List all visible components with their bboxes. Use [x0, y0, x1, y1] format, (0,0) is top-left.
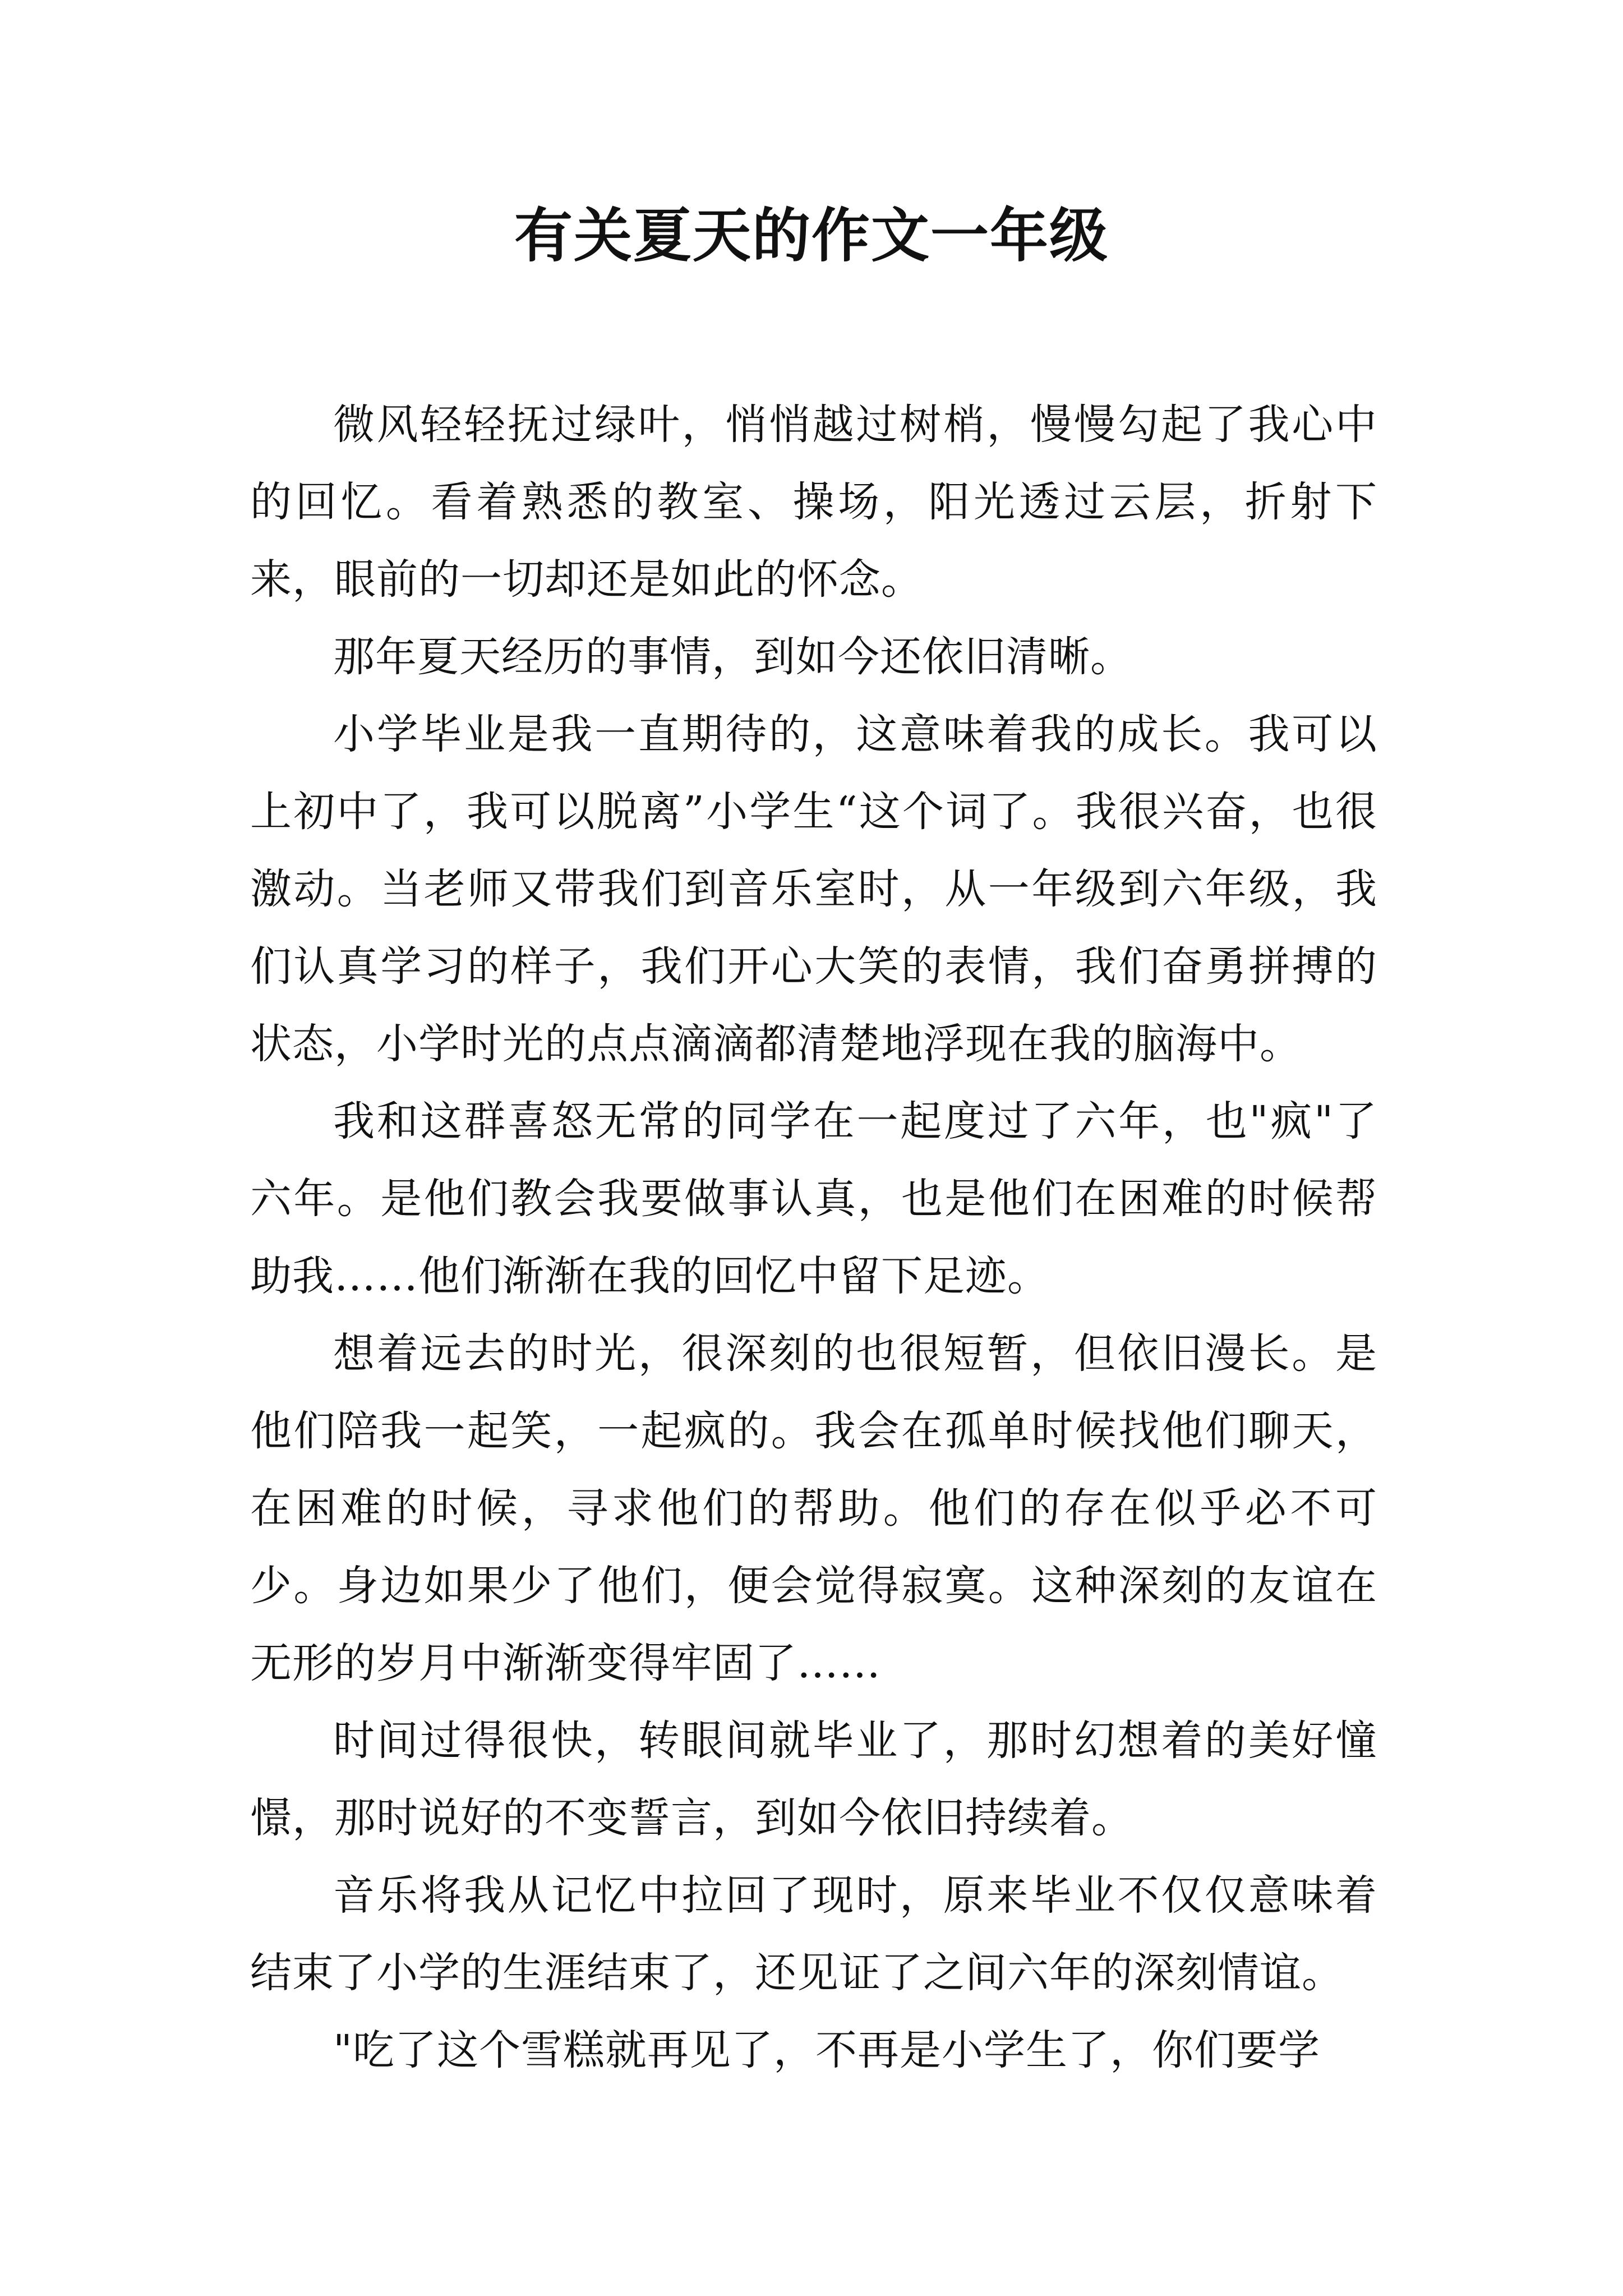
document-body	[250, 386, 1377, 2089]
paragraph-1: 微风轻轻抚过绿叶，悄悄越过树梢，慢慢勾起了我心中的回忆。看着熟悉的教室、操场，阳光透过云层，折射下来，眼前的一切却还是如此的怀念。	[250, 401, 1377, 604]
paragraph-4: 我和这群喜怒无常的同学在一起度过了六年，也"疯"了六年。是他们教会我要做事认真，也是他们在困难的时候帮助我……他们渐渐在我的回忆中留下足迹。	[250, 1097, 1377, 1300]
paragraph-7: 音乐将我从记忆中拉回了现时，原来毕业不仅仅意味着结束了小学的生涯结束了，还见证了之间六年的深刻情谊。	[250, 1871, 1377, 1997]
paragraph-5: 想着远去的时光，很深刻的也很短暂，但依旧漫长。是他们陪我一起笑，一起疯的。我会在孤单时候找他们聊天，在困难的时候，寻求他们的帮助。他们的存在似乎必不可少。身边如果少了他们，便会觉得寂寞。这种深刻的友谊在无形的岁月中渐渐变得牢固了……	[250, 1329, 1377, 1687]
paragraph-6: 时间过得很快，转眼间就毕业了，那时幻想着的美好憧憬，那时说好的不变誓言，到如今依旧持续着。	[250, 1717, 1377, 1842]
paragraph-2: 那年夏天经历的事情，到如今还依旧清晰。	[333, 633, 1132, 681]
paragraph-8: "吃了这个雪糕就再见了，不再是小学生了，你们要学	[333, 2026, 1321, 2074]
paragraph-3: 小学毕业是我一直期待的，这意味着我的成长。我可以上初中了，我可以脱离”小学生“这个词了。我很兴奋，也很激动。当老师又带我们到音乐室时，从一年级到六年级，我们认真学习的样子，我们开心大笑的表情，我们奋勇拼搏的状态，小学时光的点点滴滴都清楚地浮现在我的脑海中。	[250, 710, 1377, 1068]
document-title: 有关夏天的作文一年级	[514, 201, 1109, 270]
